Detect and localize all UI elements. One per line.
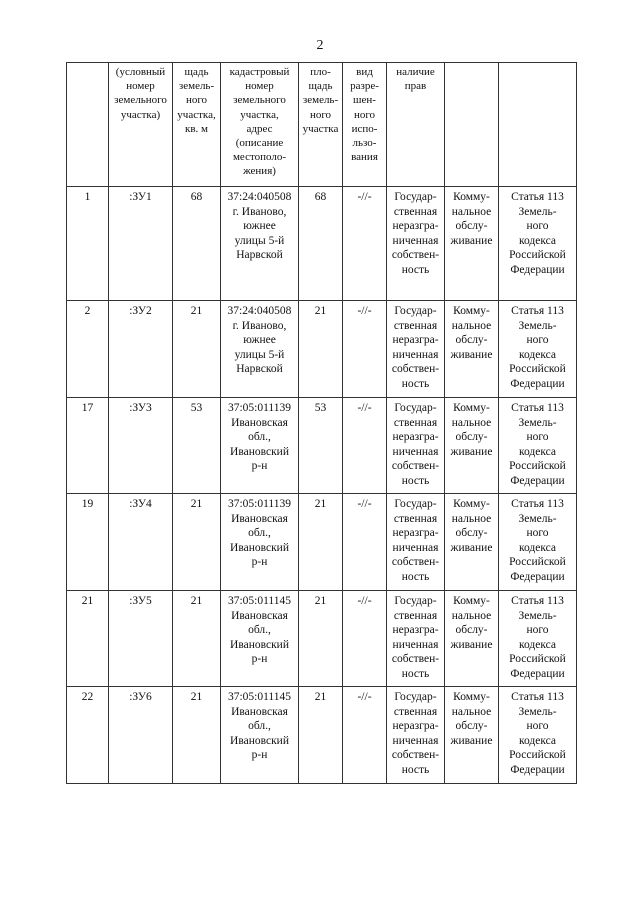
cell-cadastral-address: 37:05:011139 Ивановская обл., Ивановский р-н bbox=[221, 398, 299, 494]
cell-purpose: Комму- нальное обслу- живание bbox=[445, 301, 499, 398]
cell-cadastral-address: 37:05:011145 Ивановская обл., Ивановский р-н bbox=[221, 687, 299, 784]
cell-cadastral-address: 37:24:040508 г. Иваново, южнее улицы 5-й Нарвской bbox=[221, 301, 299, 398]
cell-number: 21 bbox=[67, 591, 109, 687]
cell-rights: Государ- ственная неразгра- ниченная собствен- ность bbox=[387, 301, 445, 398]
cell-area: 53 bbox=[173, 398, 221, 494]
table-row bbox=[67, 494, 577, 591]
header-cell-purpose bbox=[445, 63, 499, 187]
cell-permitted-use: -//- bbox=[343, 398, 387, 494]
cell-plot-area: 21 bbox=[299, 494, 343, 591]
cell-area: 21 bbox=[173, 591, 221, 687]
cell-purpose: Комму- нальное обслу- живание bbox=[445, 187, 499, 301]
cell-legal-basis: Статья 113 Земель- ного кодекса Российской Федерации bbox=[499, 591, 577, 687]
header-cell-conditional-number: (условный номер земельного участка) bbox=[109, 63, 173, 187]
table-header-row bbox=[67, 63, 577, 187]
cell-legal-basis: Статья 113 Земель- ного кодекса Российской Федерации bbox=[499, 494, 577, 591]
cell-rights: Государ- ственная неразгра- ниченная собствен- ность bbox=[387, 494, 445, 591]
cell-plot-area: 21 bbox=[299, 687, 343, 784]
cell-permitted-use: -//- bbox=[343, 687, 387, 784]
header-cell-plot-area: пло- щадь земель- ного участка bbox=[299, 63, 343, 187]
land-plots-table bbox=[66, 62, 577, 784]
cell-plot-area: 21 bbox=[299, 591, 343, 687]
cell-purpose: Комму- нальное обслу- живание bbox=[445, 591, 499, 687]
cell-plot-area: 68 bbox=[299, 187, 343, 301]
cell-number: 2 bbox=[67, 301, 109, 398]
cell-legal-basis: Статья 113 Земель- ного кодекса Российской Федерации bbox=[499, 301, 577, 398]
cell-legal-basis: Статья 113 Земель- ного кодекса Российской Федерации bbox=[499, 687, 577, 784]
page-number: 2 bbox=[316, 38, 324, 53]
header-cell-area: щадь земель- ного участка, кв. м bbox=[173, 63, 221, 187]
cell-plot-area: 53 bbox=[299, 398, 343, 494]
cell-purpose: Комму- нальное обслу- живание bbox=[445, 687, 499, 784]
cell-number: 17 bbox=[67, 398, 109, 494]
cell-rights: Государ- ственная неразгра- ниченная собствен- ность bbox=[387, 687, 445, 784]
cell-purpose: Комму- нальное обслу- живание bbox=[445, 398, 499, 494]
header-cell-permitted-use: вид разре- шен- ного испо- льзо- вания bbox=[343, 63, 387, 187]
table-row bbox=[67, 187, 577, 301]
cell-purpose: Комму- нальное обслу- живание bbox=[445, 494, 499, 591]
header-cell-legal-basis bbox=[499, 63, 577, 187]
table-row bbox=[67, 301, 577, 398]
cell-plot-code: :ЗУ4 bbox=[109, 494, 173, 591]
cell-permitted-use: -//- bbox=[343, 301, 387, 398]
cell-legal-basis: Статья 113 Земель- ного кодекса Российской Федерации bbox=[499, 398, 577, 494]
cell-legal-basis: Статья 113 Земель- ного кодекса Российской Федерации bbox=[499, 187, 577, 301]
cell-number: 19 bbox=[67, 494, 109, 591]
cell-plot-code: :ЗУ2 bbox=[109, 301, 173, 398]
cell-cadastral-address: 37:05:011139 Ивановская обл., Ивановский р-н bbox=[221, 494, 299, 591]
cell-rights: Государ- ственная неразгра- ниченная собствен- ность bbox=[387, 398, 445, 494]
header-cell-cadastral-number: кадастровый номер земельного участка, адрес (описание местополо- жения) bbox=[221, 63, 299, 187]
cell-rights: Государ- ственная неразгра- ниченная собствен- ность bbox=[387, 591, 445, 687]
cell-plot-code: :ЗУ3 bbox=[109, 398, 173, 494]
cell-rights: Государ- ственная неразгра- ниченная собствен- ность bbox=[387, 187, 445, 301]
cell-area: 21 bbox=[173, 494, 221, 591]
cell-number: 1 bbox=[67, 187, 109, 301]
cell-cadastral-address: 37:24:040508 г. Иваново, южнее улицы 5-й Нарвской bbox=[221, 187, 299, 301]
cell-plot-code: :ЗУ1 bbox=[109, 187, 173, 301]
cell-plot-code: :ЗУ6 bbox=[109, 687, 173, 784]
cell-permitted-use: -//- bbox=[343, 494, 387, 591]
header-cell-rights: наличие прав bbox=[387, 63, 445, 187]
cell-area: 21 bbox=[173, 687, 221, 784]
table-row bbox=[67, 591, 577, 687]
cell-area: 68 bbox=[173, 187, 221, 301]
header-cell-number bbox=[67, 63, 109, 187]
cell-plot-code: :ЗУ5 bbox=[109, 591, 173, 687]
cell-area: 21 bbox=[173, 301, 221, 398]
cell-permitted-use: -//- bbox=[343, 187, 387, 301]
cell-plot-area: 21 bbox=[299, 301, 343, 398]
table-row bbox=[67, 687, 577, 784]
table-row bbox=[67, 398, 577, 494]
cell-number: 22 bbox=[67, 687, 109, 784]
cell-cadastral-address: 37:05:011145 Ивановская обл., Ивановский р-н bbox=[221, 591, 299, 687]
cell-permitted-use: -//- bbox=[343, 591, 387, 687]
